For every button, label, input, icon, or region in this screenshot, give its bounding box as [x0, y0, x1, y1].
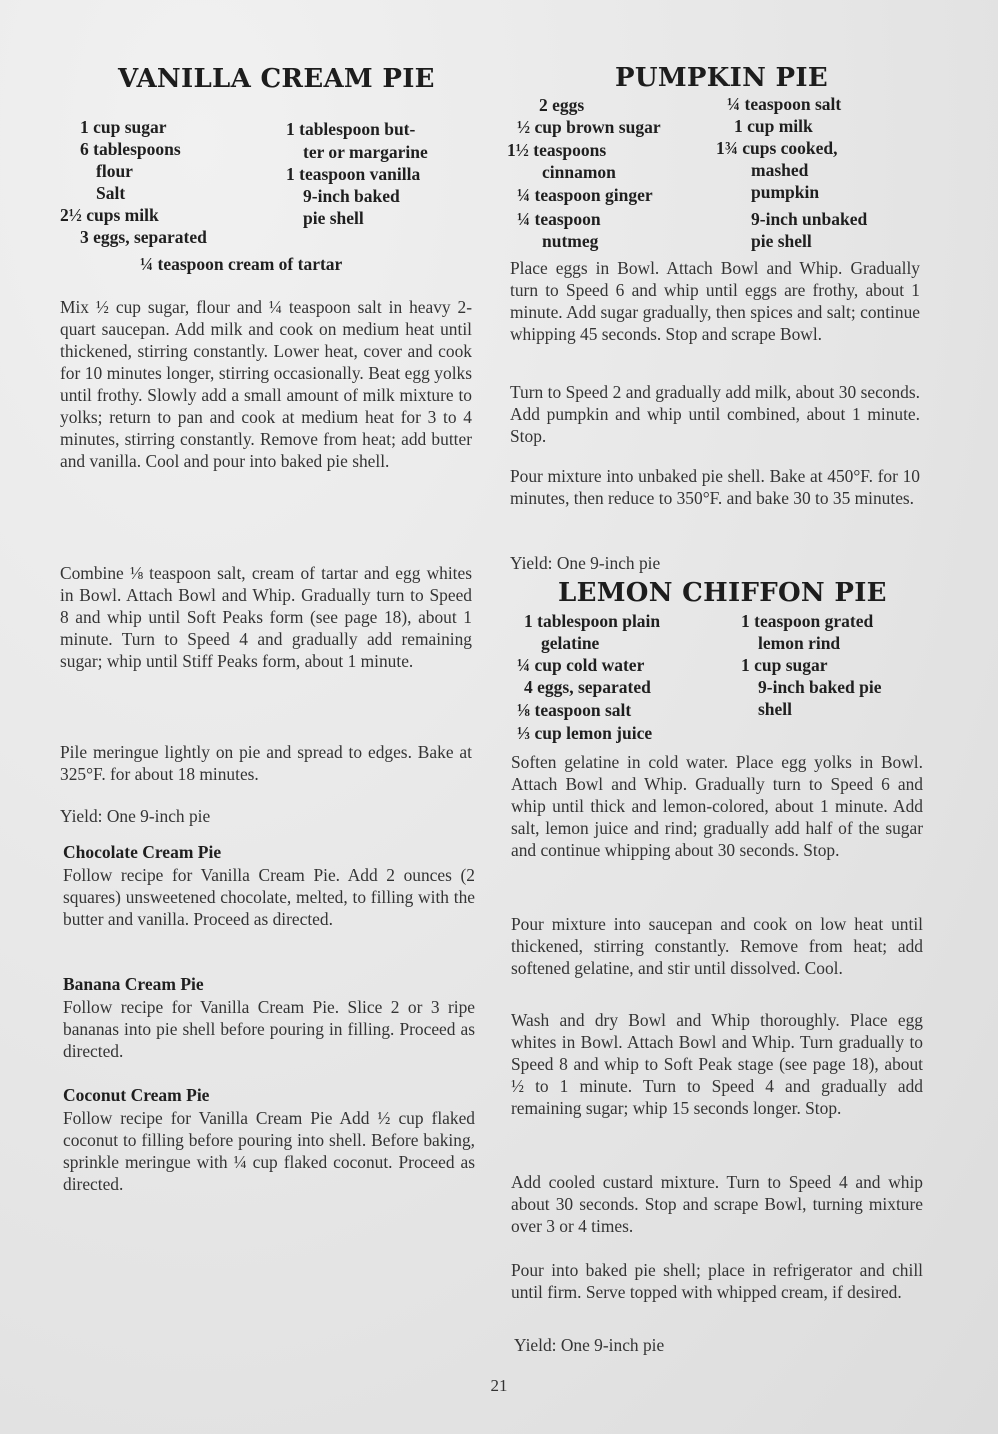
- ingredient: mashed: [751, 160, 809, 180]
- yield-text: Yield: One 9-inch pie: [514, 1335, 665, 1355]
- yield-text: Yield: One 9-inch pie: [510, 553, 661, 573]
- ingredient: 1¾ cups cooked,: [716, 138, 838, 158]
- ingredient: ½ cup brown sugar: [517, 117, 661, 137]
- recipe-title: VANILLA CREAM PIE: [118, 64, 435, 94]
- ingredient: lemon rind: [758, 633, 841, 653]
- ingredient: Salt: [96, 183, 126, 203]
- ingredient: 2½ cups milk: [60, 205, 159, 225]
- yield-text: Yield: One 9-inch pie: [60, 806, 211, 826]
- instruction-paragraph: Pour mixture into saucepan and cook on low heat until thickened, stirring constantly. Remove from heat; add softened gelatine, and stir until dissolved. Cool.: [511, 914, 923, 978]
- instruction-paragraph: Add cooled custard mixture. Turn to Speed 4 and whip about 30 seconds. Stop and scrape Bowl, turning mixture over 3 or 4 times.: [511, 1172, 923, 1236]
- ingredient: flour: [96, 161, 133, 181]
- variation-text: Follow recipe for Vanilla Cream Pie. Slice 2 or 3 ripe bananas into pie shell before pouring in filling. Proceed as directed.: [63, 997, 475, 1061]
- ingredient: shell: [758, 699, 793, 719]
- ingredient: cinnamon: [542, 162, 616, 182]
- ingredient: 1 cup sugar: [741, 655, 828, 675]
- recipe-title: PUMPKIN PIE: [615, 63, 828, 93]
- variation-title: Coconut Cream Pie: [63, 1085, 210, 1105]
- ingredient: nutmeg: [542, 231, 599, 251]
- ingredient: pumpkin: [751, 182, 820, 202]
- instruction-paragraph: Pour into baked pie shell; place in refrigerator and chill until firm. Serve topped with whipped cream, if desired.: [511, 1260, 923, 1302]
- ingredient: ¼ teaspoon cream of tartar: [140, 254, 343, 274]
- ingredient: 1 cup sugar: [80, 117, 167, 137]
- ingredient: ¼ teaspoon salt: [727, 94, 842, 114]
- instruction-paragraph: Pile meringue lightly on pie and spread to edges. Bake at 325°F. for about 18 minutes.: [60, 742, 472, 784]
- ingredient: ¼ cup cold water: [517, 655, 645, 675]
- instruction-paragraph: Pour mixture into unbaked pie shell. Bake at 450°F. for 10 minutes, then reduce to 350°F. and bake 30 to 35 minutes.: [510, 466, 920, 508]
- instruction-paragraph: Combine ⅛ teaspoon salt, cream of tartar and egg whites in Bowl. Attach Bowl and Whip. Gradually turn to Speed 8 and whip until Soft Peaks form (see page 18), about 1 minute. Turn to Speed 4 and gradually add remaining sugar; whip until Stiff Peaks form, about 1 minute.: [60, 563, 472, 671]
- ingredient: 6 tablespoons: [80, 139, 181, 159]
- instruction-paragraph: Soften gelatine in cold water. Place egg yolks in Bowl. Attach Bowl and Whip. Gradually turn to Speed 6 and whip until thick and lemon-colored, about 1 minute. Add salt, lemon juice and rind; gradually add half of the sugar and continue whipping about 30 seconds. Stop.: [511, 752, 923, 860]
- ingredient: pie shell: [751, 231, 812, 251]
- instruction-paragraph: Wash and dry Bowl and Whip thoroughly. Place egg whites in Bowl. Attach Bowl and Whip. Turn gradually to Speed 8 and whip to Soft Peak stage (see page 18), about ½ to 1 minute. Turn to Speed 4 and gradually add remaining sugar; whip 15 seconds longer. Stop.: [511, 1010, 923, 1118]
- ingredient: 3 eggs, separated: [80, 227, 207, 247]
- ingredient: ⅓ cup lemon juice: [517, 723, 653, 743]
- ingredient: 9-inch unbaked: [751, 209, 868, 229]
- variation-title: Banana Cream Pie: [63, 974, 204, 994]
- ingredient: 1 tablespoon plain: [524, 611, 661, 631]
- ingredient: ¼ teaspoon ginger: [517, 185, 653, 205]
- ingredient: 9-inch baked pie: [758, 677, 882, 697]
- ingredient: ⅛ teaspoon salt: [517, 700, 632, 720]
- variation-title: Chocolate Cream Pie: [63, 842, 222, 862]
- instruction-paragraph: Turn to Speed 2 and gradually add milk, about 30 seconds. Add pumpkin and whip until combined, about 1 minute. Stop.: [510, 382, 920, 446]
- ingredient: 1 teaspoon grated: [741, 611, 874, 631]
- ingredient: 4 eggs, separated: [524, 677, 651, 697]
- variation-text: Follow recipe for Vanilla Cream Pie Add ½ cup flaked coconut to filling before pouring into shell. Before baking, sprinkle meringue with ¼ cup flaked coconut. Proceed as directed.: [63, 1108, 475, 1194]
- ingredient: 9-inch baked: [303, 186, 400, 206]
- ingredient: 1 teaspoon vanilla: [286, 164, 421, 184]
- page-number: 21: [490, 1376, 508, 1395]
- ingredient: 1 cup milk: [734, 116, 813, 136]
- variation-text: Follow recipe for Vanilla Cream Pie. Add 2 ounces (2 squares) unsweetened chocolate, melted, to filling with the butter and vanilla. Proceed as directed.: [63, 865, 475, 929]
- instruction-paragraph: Place eggs in Bowl. Attach Bowl and Whip. Gradually turn to Speed 6 and whip until eggs are frothy, about 1 minute. Add sugar gradually, then spices and salt; continue whipping 45 seconds. Stop and scrape Bowl.: [510, 258, 920, 344]
- instruction-paragraph: Mix ½ cup sugar, flour and ¼ teaspoon salt in heavy 2-quart saucepan. Add milk and cook on medium heat until thickened, stirring constantly. Lower heat, cover and cook for 10 minutes longer, stirring occasionally. Beat egg yolks until frothy. Slowly add a small amount of milk mixture to yolks; return to pan and cook at medium heat for 3 to 4 minutes, stirring constantly. Remove from heat; add butter and vanilla. Cool and pour into baked pie shell.: [60, 297, 472, 471]
- ingredient: 2 eggs: [539, 95, 585, 115]
- ingredient: gelatine: [541, 633, 600, 653]
- ingredient: ¼ teaspoon: [517, 209, 601, 229]
- ingredient: pie shell: [303, 208, 364, 228]
- ingredient: 1 tablespoon but-: [286, 119, 416, 139]
- recipe-title: LEMON CHIFFON PIE: [558, 578, 887, 608]
- ingredient: ter or margarine: [303, 142, 428, 162]
- ingredient: 1½ teaspoons: [507, 140, 607, 160]
